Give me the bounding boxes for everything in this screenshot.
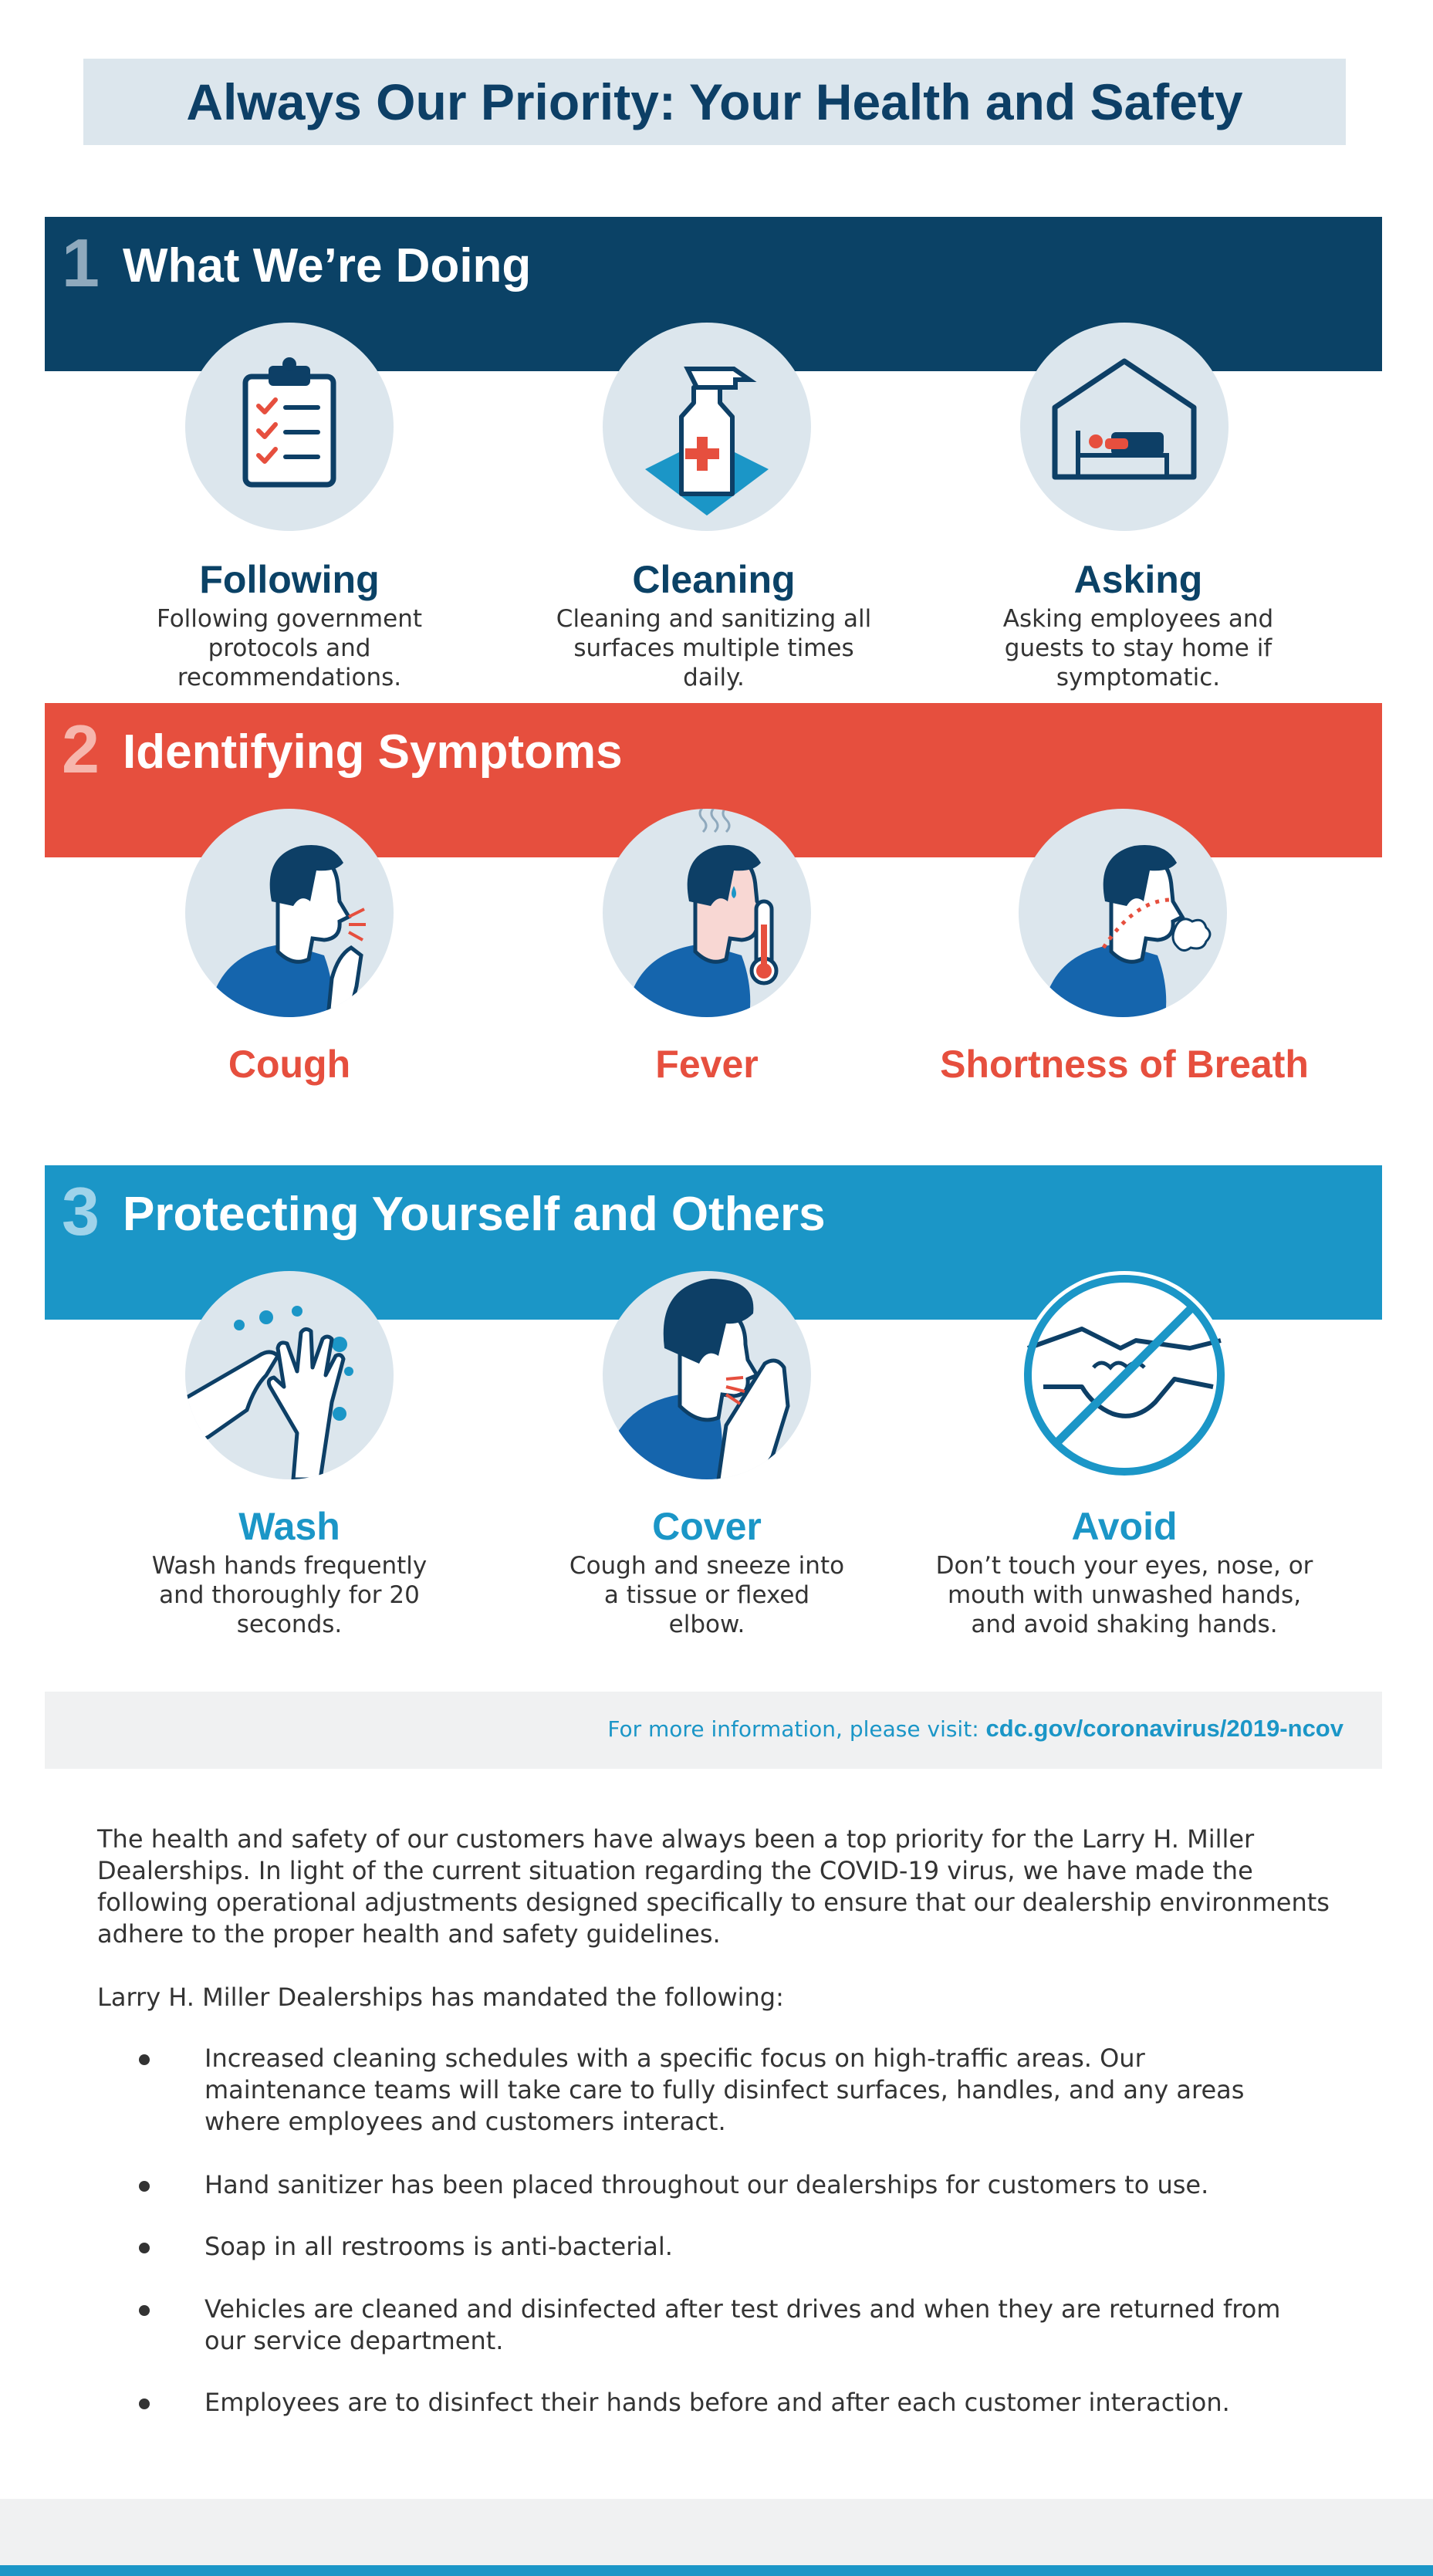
cough-heading: Cough [228,1043,351,1086]
mandate-paragraph: Larry H. Miller Dealerships has mandated the following: [97,1983,784,2012]
wash-description: Wash hands frequently and thoroughly for 20 seconds. [151,1552,428,1638]
shortness-of-breath-icon [1019,809,1227,1017]
wash-heading: Wash [238,1505,340,1548]
section-3-title: Protecting Yourself and Others [123,1188,826,1241]
fever-icon [603,809,811,1017]
following-description: Following government protocols and recommendations. [156,605,422,691]
page-title-box [83,59,1346,145]
asking-description: Asking employees and guests to stay home if symptomatic. [1002,605,1274,691]
section-2-title: Identifying Symptoms [123,725,623,779]
footer-accent-bar [0,2565,1433,2576]
shortness-of-breath-heading: Shortness of Breath [940,1043,1309,1086]
cover-description: Cough and sneeze into a tissue or flexed elbow. [569,1552,845,1638]
stay-home-icon [1020,323,1229,531]
bullet-dot-2 [139,2181,150,2192]
fever-heading: Fever [655,1043,759,1086]
clipboard-icon [185,323,394,531]
cover-cough-icon [603,1271,811,1479]
bullet-item-1: Increased cleaning schedules with a specific focus on high-traffic areas. Our maintenance teams will take care to fully disinfect surfaces, handles, and any areas where employees and customers interact. [204,2044,1245,2136]
bullet-item-4: Vehicles are cleaned and disinfected after test drives and when they are returned from our service department. [204,2294,1281,2355]
avoid-description: Don’t touch your eyes, nose, or mouth with unwashed hands, and avoid shaking hands. [935,1552,1313,1638]
bullet-dot-1 [139,2054,150,2065]
cdc-link[interactable]: cdc.gov/coronavirus/2019-ncov [985,1715,1343,1742]
more-info-prefix: For more information, please visit: [607,1716,979,1742]
bullet-item-2: Hand sanitizer has been placed throughout our dealerships for customers to use. [204,2170,1209,2199]
no-handshake-icon [1020,1271,1229,1479]
bullet-dot-5 [139,2399,150,2409]
section-1-number: 1 [62,225,100,301]
bullet-dot-4 [139,2305,150,2316]
following-heading: Following [199,558,380,601]
cover-heading: Cover [652,1505,762,1548]
page-title: Always Our Priority: Your Health and Safety [186,73,1243,130]
more-info-text [607,1715,1343,1743]
intro-paragraph: The health and safety of our customers have always been a top priority for the Larry H. Miller Dealerships. In light of the current situation regarding the COVID-19 virus, we have made the following operational adjustments designed specifically to ensure that our dealership environments adhere to the proper health and safety guidelines. [97,1824,1330,1949]
bullet-item-5: Employees are to disinfect their hands before and after each customer interaction. [204,2388,1230,2417]
section-3-number: 3 [62,1173,100,1249]
spray-bottle-icon [603,323,811,531]
wash-hands-icon [185,1271,394,1479]
cleaning-heading: Cleaning [632,558,796,601]
cough-icon [185,809,394,1017]
cleaning-description: Cleaning and sanitizing all surfaces multiple times daily. [556,605,872,691]
footer-band [0,2499,1433,2565]
bullet-item-3: Soap in all restrooms is anti-bacterial. [204,2232,673,2261]
asking-heading: Asking [1073,558,1203,601]
section-1-title: What We’re Doing [123,239,532,292]
more-info-bar [45,1692,1382,1769]
section-2-number: 2 [62,711,100,787]
avoid-heading: Avoid [1071,1505,1178,1548]
bullet-dot-3 [139,2243,150,2253]
